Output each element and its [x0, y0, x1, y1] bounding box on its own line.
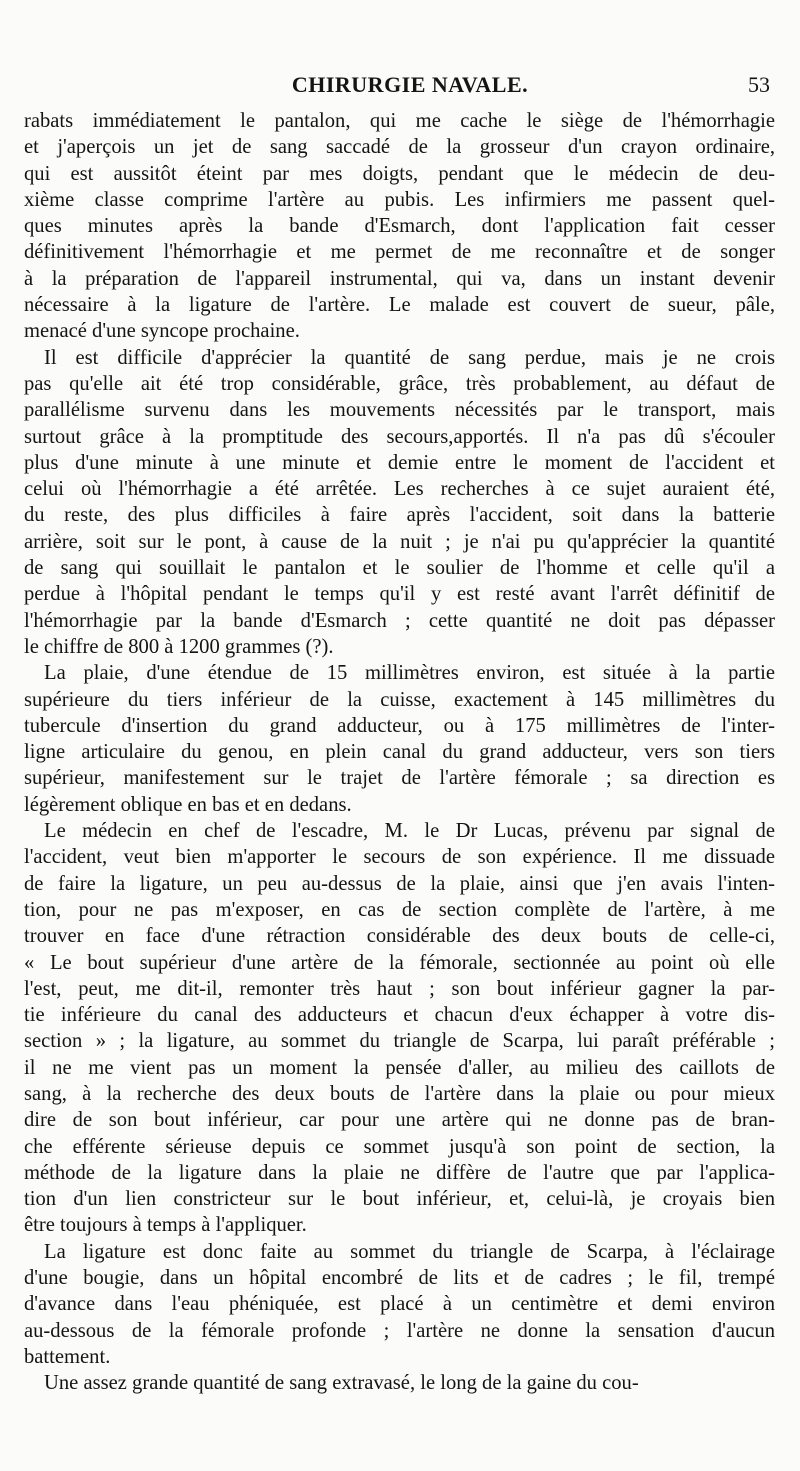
text-line: il ne me vient pas un moment la pensée d'aller, au milieu des caillots de	[24, 1056, 775, 1079]
running-title: CHIRURGIE NAVALE.	[291, 72, 529, 97]
text-line: plus d'une minute à une minute et demie entre le moment de l'accident et	[24, 451, 775, 474]
body-text	[24, 108, 775, 1397]
text-line: surtout grâce à la promptitude des secours,apportés. Il n'a pas dû s'écouler	[24, 425, 775, 448]
text-line: dire de son bout inférieur, car pour une artère qui ne donne pas de bran-	[24, 1109, 775, 1132]
paragraph	[24, 660, 775, 818]
text-line: che efférente sérieuse depuis ce sommet jusqu'à son point de section, la	[24, 1135, 775, 1158]
text-line: La ligature est donc faite au sommet du triangle de Scarpa, à l'éclairage	[44, 1240, 775, 1263]
text-line: Une assez grande quantité de sang extravasé, le long de la gaine du cou-	[44, 1372, 639, 1395]
text-line: Le médecin en chef de l'escadre, M. le Dr Lucas, prévenu par signal de	[44, 820, 775, 843]
paragraph	[24, 1370, 775, 1396]
text-line: légèrement oblique en bas et en dedans.	[24, 793, 352, 816]
text-line: pas qu'elle ait été trop considérable, grâce, très probablement, au défaut de	[24, 372, 775, 395]
text-line: de faire la ligature, un peu au-dessus de la plaie, ainsi que j'en avais l'inten-	[24, 872, 775, 895]
text-line: xième classe comprime l'artère au pubis. Les infirmiers me passent quel-	[24, 188, 775, 211]
text-line: méthode de la ligature dans la plaie ne diffère de l'autre que par l'applica-	[24, 1161, 775, 1184]
paragraph	[24, 1239, 775, 1370]
text-line: rabats immédiatement le pantalon, qui me cache le siège de l'hémorrhagie	[24, 110, 775, 132]
text-line: tubercule d'insertion du grand adducteur, ou à 175 millimètres de l'inter-	[24, 714, 775, 737]
text-line: parallélisme survenu dans les mouvements nécessités par le transport, mais	[24, 399, 775, 422]
paragraph	[24, 345, 775, 661]
text-line: ques minutes après la bande d'Esmarch, dont l'application fait cesser	[24, 215, 775, 238]
text-line: définitivement l'hémorrhagie et me permet de me reconnaître et de songer	[24, 241, 775, 264]
text-line: arrière, soit sur le pont, à cause de la nuit ; je n'ai pu qu'apprécier la quantité	[24, 530, 775, 553]
text-line: section » ; la ligature, au sommet du triangle de Scarpa, lui paraît préférable ;	[24, 1030, 775, 1053]
text-line: au-dessous de la fémorale profonde ; l'artère ne donne la sensation d'aucun	[24, 1319, 775, 1342]
text-line: l'hémorrhagie par la bande d'Esmarch ; cette quantité ne doit pas dépasser	[24, 609, 775, 632]
text-line: battement.	[24, 1345, 111, 1368]
running-head	[130, 72, 800, 102]
paragraph	[24, 108, 775, 345]
text-line: à la préparation de l'appareil instrumental, qui va, dans un instant devenir	[24, 267, 775, 290]
text-line: l'accident, veut bien m'apporter le secours de son expérience. Il me dissuade	[24, 846, 775, 869]
text-line: « Le bout supérieur d'une artère de la fémorale, sectionnée au point où elle	[24, 951, 775, 974]
text-line: ligne articulaire du genou, en plein canal du grand adducteur, vers son tiers	[24, 741, 775, 764]
text-line: être toujours à temps à l'appliquer.	[24, 1214, 307, 1237]
text-line: perdue à l'hôpital pendant le temps qu'il y est resté avant l'arrêt définitif de	[24, 583, 775, 606]
text-line: nécessaire à la ligature de l'artère. Le malade est couvert de sueur, pâle,	[24, 294, 775, 317]
text-line: trouver en face d'une rétraction considérable des deux bouts de celle-ci,	[24, 925, 775, 948]
paragraph	[24, 818, 775, 1239]
text-line: d'avance dans l'eau phéniquée, est placé à un centimètre et demi environ	[24, 1293, 775, 1316]
text-line: l'est, peut, me dit-il, remonter très haut ; son bout inférieur gagner la par-	[24, 977, 775, 1000]
text-line: et j'aperçois un jet de sang saccadé de la grosseur d'un crayon ordinaire,	[24, 136, 775, 159]
text-line: le chiffre de 800 à 1200 grammes (?).	[24, 635, 334, 658]
text-line: tie inférieure du canal des adducteurs et chacun d'eux échapper à votre dis-	[24, 1004, 775, 1027]
text-line: Il est difficile d'apprécier la quantité de sang perdue, mais je ne crois	[44, 346, 775, 369]
text-line: d'une bougie, dans un hôpital encombré de lits et de cadres ; le fil, trempé	[24, 1267, 775, 1290]
text-line: menacé d'une syncope prochaine.	[24, 320, 300, 343]
text-line: de sang qui souillait le pantalon et le soulier de l'homme et celle qu'il a	[24, 557, 775, 580]
text-line: celui où l'hémorrhagie a été arrêtée. Les recherches à ce sujet auraient été,	[24, 478, 775, 501]
text-line: tion, pour ne pas m'exposer, en cas de section complète de l'artère, à me	[24, 898, 775, 921]
text-line: supérieur, manifestement sur le trajet de l'artère fémorale ; sa direction es	[24, 767, 775, 790]
text-line: tion d'un lien constricteur sur le bout inférieur, et, celui-là, je croyais bien	[24, 1188, 775, 1211]
text-line: du reste, des plus difficiles à faire après l'accident, soit dans la batterie	[24, 504, 775, 527]
text-line: La plaie, d'une étendue de 15 millimètres environ, est située à la partie	[44, 662, 775, 685]
text-line: qui est aussitôt éteint par mes doigts, pendant que le médecin de deu-	[24, 162, 775, 185]
text-line: supérieure du tiers inférieur de la cuisse, exactement à 145 millimètres du	[24, 688, 775, 711]
text-line: sang, à la recherche des deux bouts de l'artère dans la plaie ou pour mieux	[24, 1082, 775, 1105]
page-number: 53	[748, 72, 770, 97]
